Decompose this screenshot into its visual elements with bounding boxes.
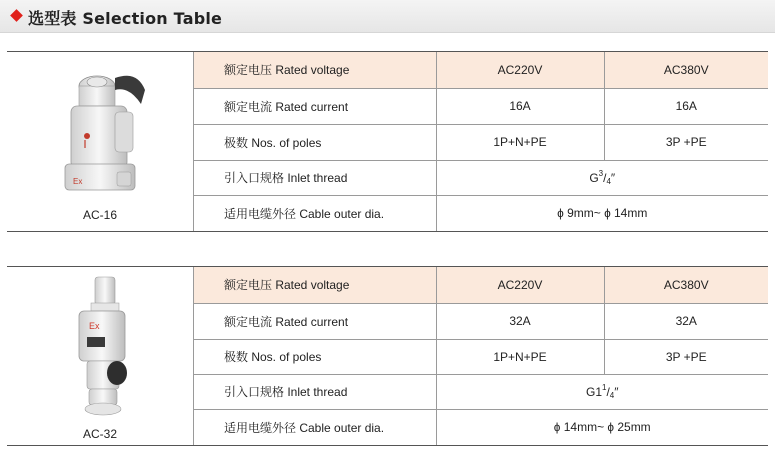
model-label: AC-16 — [82, 208, 117, 222]
cell-value: 32A — [604, 303, 768, 339]
table-row — [194, 409, 768, 445]
divider — [7, 445, 768, 446]
product-image-cell — [7, 267, 194, 445]
ac32-plug-illustration — [73, 273, 153, 423]
cell-value: 1P+N+PE — [436, 124, 604, 160]
row-label: 适用电缆外径 Cable outer dia. — [224, 206, 385, 221]
section-title: 选型表 Selection Table — [28, 9, 223, 28]
product-block-ac32 — [7, 266, 768, 446]
table-row — [194, 124, 768, 160]
cell-value: 3P +PE — [604, 124, 768, 160]
cell-value: $G^3/_4''$ — [436, 160, 768, 195]
divider — [7, 231, 768, 232]
red-diamond-icon — [10, 9, 23, 22]
spec-table-ac16 — [194, 52, 768, 231]
table-row — [194, 195, 768, 231]
cell-value: AC380V — [604, 52, 768, 88]
row-label: 极数 Nos. of poles — [194, 339, 436, 374]
row-label: 额定电压 Rated voltage — [194, 52, 436, 88]
cell-value: AC220V — [436, 52, 604, 88]
cell-value: 32A — [436, 303, 604, 339]
cell-value: $G1^1/_4''$ — [436, 374, 768, 409]
table-row — [194, 339, 768, 374]
row-label: 额定电压 Rated voltage — [194, 267, 436, 303]
table-row — [194, 52, 768, 88]
table-row — [194, 160, 768, 195]
table-row — [194, 374, 768, 409]
spec-table-ac32 — [194, 267, 768, 445]
cell-value: 3P +PE — [604, 339, 768, 374]
row-label: 引入口规格 Inlet thread — [194, 374, 436, 409]
model-label: AC-32 — [82, 427, 117, 441]
row-label: 适用电缆外径 Cable outer dia. — [224, 420, 385, 435]
cell-value: 16A — [604, 88, 768, 124]
table-row — [194, 303, 768, 339]
cell-value: ɸ 14mm~ ɸ 25mm — [436, 409, 768, 445]
table-row — [194, 267, 768, 303]
row-label: 引入口规格 Inlet thread — [194, 160, 436, 195]
row-label: 额定电流 Rated current — [194, 88, 436, 124]
row-label: 极数 Nos. of poles — [194, 124, 436, 160]
product-image-cell — [7, 52, 194, 231]
cell-value: AC380V — [604, 267, 768, 303]
table-row — [194, 88, 768, 124]
cell-value: 1P+N+PE — [436, 339, 604, 374]
cell-value: ɸ 9mm~ ɸ 14mm — [436, 195, 768, 231]
cell-value: 16A — [436, 88, 604, 124]
ac16-socket-illustration — [57, 56, 177, 206]
row-label: 额定电流 Rated current — [194, 303, 436, 339]
section-header — [0, 0, 775, 33]
cell-value: AC220V — [436, 267, 604, 303]
product-block-ac16 — [7, 51, 768, 232]
svg-text:Ex: Ex — [73, 177, 83, 186]
svg-text:Ex: Ex — [89, 321, 100, 331]
